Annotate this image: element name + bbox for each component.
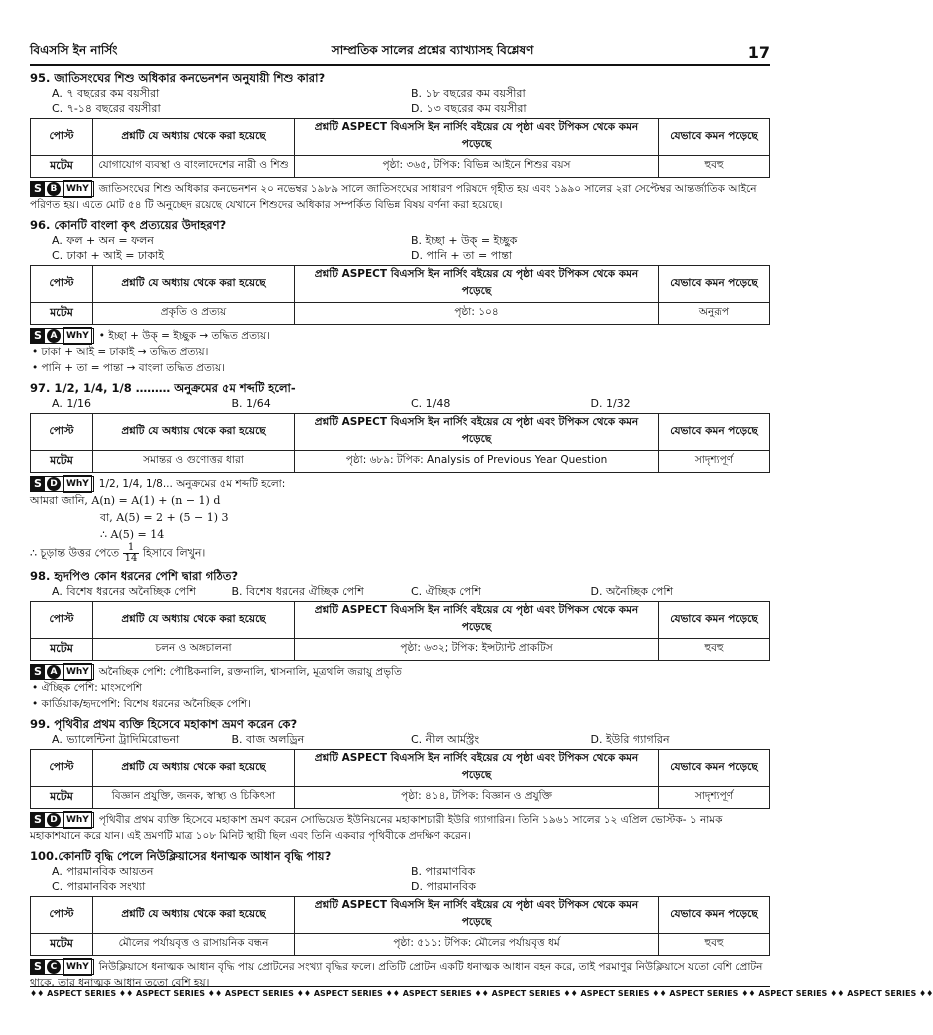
cell-how: সাদৃশ্যপূর্ণ [659, 787, 770, 809]
why-mark: WhY [63, 811, 92, 829]
option: A. 1/16 [52, 397, 92, 410]
page-number: 17 [747, 42, 770, 62]
footer-series-strip: ♦♦ ASPECT SERIES ♦♦ ASPECT SERIES ♦♦ ASPECT SERIES ♦♦ ASPECT SERIES ♦♦ ASPECT SERIES ♦♦ ASPECT SERIES ♦♦ ASPECT SERIES ♦♦ ASPECT SERIES ♦♦ ASPECT SERIES ♦♦ ASPECT SERIES ♦♦ [30, 986, 770, 1000]
col-page-topic: প্রশ্নটি ASPECT বিএসসি ইন নার্সিং বইয়ের যে পৃষ্ঠা এবং টপিকস থেকে কমন পড়েছে [295, 602, 659, 639]
cell-how: হুবহু [659, 934, 770, 956]
option: B. ইচ্ছা + উক্ = ইচ্ছুক [411, 234, 518, 247]
answer-letter: D [47, 477, 61, 491]
final-answer-line [30, 543, 770, 564]
explanation [30, 476, 770, 564]
col-chapter: প্রশ্নটি যে অধ্যায় থেকে করা হয়েছে [93, 414, 295, 451]
row-label: মটেম [31, 787, 93, 809]
question-title: 98. হৃদপিণ্ড কোন ধরনের পেশি দ্বারা গঠিত? [30, 569, 239, 583]
explanation-text: জাতিসংঘের শিশু অধিকার কনভেনশন ২০ নভেম্বর ১৯৮৯ সালে জাতিসংঘের সাধারণ পরিষদে গৃহীত হয় এবং ১৯৯০ সালের ২রা সেপ্টেম্বর আন্তর্জাতিক আইনে পরিণত হয়। এতে মোট ৫৪ টি অনুচ্ছেদ রয়েছে যেখানে শিশুদের অধিকার সম্পর্কিত বিভিন্ন বিষয় বর্ণনা করা হয়েছে। [30, 183, 757, 211]
option: D. অনৈচ্ছিক পেশি [590, 585, 674, 598]
explanation-line: • পানি + তা = পান্তা → বাংলা তদ্ধিত প্রত্যয়। [32, 362, 225, 374]
option: A. বিশেষ ধরনের অনৈচ্ছিক পেশি [52, 585, 196, 598]
row-label: মটেম [31, 303, 93, 325]
answer-badge [30, 959, 94, 975]
source-table [30, 601, 770, 661]
explanation-line: • ইচ্ছা + উক্ = ইচ্ছুক → তদ্ধিত প্রত্যয়। [98, 330, 270, 342]
option: D. 1/32 [590, 397, 631, 410]
explanation [30, 328, 770, 376]
col-how: যেভাবে কমন পড়েছে [659, 266, 770, 303]
explanation [30, 664, 770, 712]
question-block [30, 217, 770, 376]
explanation-line: অনৈচ্ছিক পেশি: পৌষ্টিকনালি, রক্তনালি, শ্বাসনালি, মূত্রথলি জরায়ু প্রভৃতি [98, 666, 402, 678]
math-line: বা, A(5) = 2 + (5 − 1) 3 [100, 511, 229, 524]
cell-how: হুবহু [659, 156, 770, 178]
explanation [30, 812, 770, 844]
options-list [30, 396, 770, 411]
answer-letter: A [47, 329, 61, 343]
col-post: পোস্ট [31, 897, 93, 934]
col-post: পোস্ট [31, 414, 93, 451]
final-pre: ∴ চূড়ান্ত উত্তর পেতে [30, 546, 120, 560]
option: A. ৭ বছরের কম বয়সীরা [52, 87, 160, 100]
option: B. ১৮ বছরের কম বয়সীরা [411, 87, 526, 100]
options-list [30, 233, 770, 263]
question-title: 95. জাতিসংঘের শিশু অধিকার কনভেনশন অনুযায়ী শিশু কারা? [30, 71, 326, 85]
option: D. পারমানবিক [411, 880, 476, 893]
question-title: 97. 1/2, 1/4, 1/8 ……… অনুক্রমের ৫ম শব্দটি হলো- [30, 381, 296, 395]
row-label: মটেম [31, 451, 93, 473]
option: A. পারমানবিক আয়তন [52, 865, 154, 878]
cell-how: সাদৃশ্যপূর্ণ [659, 451, 770, 473]
col-post: পোস্ট [31, 602, 93, 639]
option: C. নীল আর্মস্ট্রং [411, 733, 480, 746]
options-list [30, 864, 770, 894]
source-table [30, 413, 770, 473]
explanation-text: নিউক্লিয়াসে ধনাত্মক আধান বৃদ্ধি পায় প্রোটনের সংখ্যা বৃদ্ধির ফলে। প্রতিটি প্রোটন একটি ধনাত্মক আধান বহন করে, তাই পরমাণুর নিউক্লিয়াসে যতো বেশি প্রোটন থাকে, তার ধনাত্মক আধান ততো বেশি হয়। [30, 961, 763, 989]
fraction-numerator: 1 [123, 543, 140, 554]
math-line: ∴ A(5) = 14 [100, 528, 165, 541]
question-title: 99. পৃথিবীর প্রথম ব্যক্তি হিসেবে মহাকাশ ভ্রমণ করেন কে? [30, 717, 298, 731]
question-title: 100.কোনটি বৃদ্ধি পেলে নিউক্লিয়াসের ধনাত্মক আধান বৃদ্ধি পায়? [30, 849, 332, 863]
cell-chapter: প্রকৃতি ও প্রত্যয় [93, 303, 295, 325]
col-chapter: প্রশ্নটি যে অধ্যায় থেকে করা হয়েছে [93, 750, 295, 787]
cell-how: অনুরূপ [659, 303, 770, 325]
answer-badge [30, 812, 94, 828]
source-table [30, 896, 770, 956]
option: B. বিশেষ ধরনের ঐচ্ছিক পেশি [231, 585, 364, 598]
col-how: যেভাবে কমন পড়েছে [659, 414, 770, 451]
option: B. পারমাণবিক [411, 865, 476, 878]
option: C. ৭-১৪ বছরের বয়সীরা [52, 102, 161, 115]
page-header [30, 40, 770, 66]
answer-letter: B [47, 182, 61, 196]
cell-how: হুবহু [659, 639, 770, 661]
final-post: হিসাবে লিখুন। [142, 546, 206, 560]
cell-chapter: মৌলের পর্যায়বৃত্ত ও রাসায়নিক বন্ধন [93, 934, 295, 956]
question-block [30, 848, 770, 991]
option: A. ভ্যালেন্টিনা ট্রাদিমিরোভনা [52, 733, 180, 746]
options-list [30, 86, 770, 116]
s-mark: S [31, 329, 45, 343]
option: D. ১৩ বছরের কম বয়সীরা [411, 102, 527, 115]
cell-page-topic: পৃষ্ঠা: ৩৬৫, টপিক: বিভিন্ন আইনে শিশুর বয়স [295, 156, 659, 178]
cell-chapter: বিজ্ঞান প্রযুক্তি, জনক, স্বাস্থ্য ও চিকিৎসা [93, 787, 295, 809]
fraction-denominator: 14 [124, 553, 138, 564]
cell-page-topic: পৃষ্ঠা: ৫১১: টপিক: মৌলের পর্যায়বৃত্ত ধর্ম [295, 934, 659, 956]
answer-letter: C [47, 960, 61, 974]
explanation [30, 181, 770, 213]
header-book-title: বিএসসি ইন নার্সিং [30, 43, 118, 57]
question-block [30, 568, 770, 712]
option: B. বাজ অলড্রিন [231, 733, 305, 746]
col-post: পোস্ট [31, 266, 93, 303]
options-list [30, 584, 770, 599]
option: C. ঢাকা + আই = ঢাকাই [52, 249, 164, 262]
col-page-topic: প্রশ্নটি ASPECT বিএসসি ইন নার্সিং বইয়ের যে পৃষ্ঠা এবং টপিকস থেকে কমন পড়েছে [295, 266, 659, 303]
cell-page-topic: পৃষ্ঠা: ৬৩২; টপিক: ইন্সট্যান্ট প্রাকটিস [295, 639, 659, 661]
cell-chapter: যোগাযোগ ব্যবস্থা ও বাংলাদেশের নারী ও শিশু [93, 156, 295, 178]
question-block [30, 380, 770, 564]
header-section-title: সাম্প্রতিক সালের প্রশ্নের ব্যাখ্যাসহ বিশ্লেষণ [331, 43, 534, 57]
questions-list [30, 70, 770, 989]
question-title: 96. কোনটি বাংলা কৃৎ প্রত্যয়ের উদাহরণ? [30, 218, 227, 232]
col-how: যেভাবে কমন পড়েছে [659, 750, 770, 787]
option: C. ঐচ্ছিক পেশি [411, 585, 481, 598]
col-how: যেভাবে কমন পড়েছে [659, 602, 770, 639]
option: B. 1/64 [231, 397, 271, 410]
col-how: যেভাবে কমন পড়েছে [659, 119, 770, 156]
why-mark: WhY [63, 663, 92, 681]
s-mark: S [31, 477, 45, 491]
cell-page-topic: পৃষ্ঠা: ৪১৪, টপিক: বিজ্ঞান ও প্রযুক্তি [295, 787, 659, 809]
source-table [30, 265, 770, 325]
question-block [30, 70, 770, 213]
col-chapter: প্রশ্নটি যে অধ্যায় থেকে করা হয়েছে [93, 119, 295, 156]
option: D. পানি + তা = পান্তা [411, 249, 513, 262]
explanation-line: • ঐচ্ছিক পেশি: মাংসপেশি [32, 682, 142, 694]
col-how: যেভাবে কমন পড়েছে [659, 897, 770, 934]
option: C. 1/48 [411, 397, 451, 410]
s-mark: S [31, 665, 45, 679]
answer-letter: A [47, 665, 61, 679]
question-block [30, 716, 770, 844]
answer-badge [30, 181, 94, 197]
col-page-topic: প্রশ্নটি ASPECT বিএসসি ইন নার্সিং বইয়ের যে পৃষ্ঠা এবং টপিকস থেকে কমন পড়েছে [295, 897, 659, 934]
row-label: মটেম [31, 934, 93, 956]
option: D. ইউরি গ্যাগরিন [590, 733, 670, 746]
col-chapter: প্রশ্নটি যে অধ্যায় থেকে করা হয়েছে [93, 897, 295, 934]
col-page-topic: প্রশ্নটি ASPECT বিএসসি ইন নার্সিং বইয়ের যে পৃষ্ঠা এবং টপিকস থেকে কমন পড়েছে [295, 414, 659, 451]
row-label: মটেম [31, 639, 93, 661]
col-post: পোস্ট [31, 119, 93, 156]
s-mark: S [31, 813, 45, 827]
source-table [30, 118, 770, 178]
cell-chapter: চলন ও অঙ্গচালনা [93, 639, 295, 661]
col-post: পোস্ট [31, 750, 93, 787]
why-mark: WhY [63, 180, 92, 198]
why-mark: WhY [63, 958, 92, 976]
row-label: মটেম [31, 156, 93, 178]
col-chapter: প্রশ্নটি যে অধ্যায় থেকে করা হয়েছে [93, 266, 295, 303]
s-mark: S [31, 182, 45, 196]
answer-badge [30, 476, 94, 492]
option: A. ফল + অন = ফলন [52, 234, 154, 247]
cell-page-topic: পৃষ্ঠা: ৬৮৯: টপিক: Analysis of Previous Year Question [295, 451, 659, 473]
source-table [30, 749, 770, 809]
col-page-topic: প্রশ্নটি ASPECT বিএসসি ইন নার্সিং বইয়ের যে পৃষ্ঠা এবং টপিকস থেকে কমন পড়েছে [295, 750, 659, 787]
answer-letter: D [47, 813, 61, 827]
explanation-intro: 1/2, 1/4, 1/8... অনুক্রমের ৫ম শব্দটি হলো: [98, 478, 286, 490]
explanation-text: পৃথিবীর প্রথম ব্যক্তি হিসেবে মহাকাশ ভ্রমণ করেন সোভিয়েত ইউনিয়নের মহাকাশচারী ইউরি গ্যাগারিন। তিনি ১৯৬১ সালের ১২ এপ্রিল ভোস্টক- ১ নামক মহাকাশযানে করে যান। এই ভ্রমণটি মাত্র ১০৮ মিনিট স্থায়ী ছিল এবং তিনি একবার পৃথিবীকে প্রদক্ষিণ করেন। [30, 814, 723, 842]
option: C. পারমানবিক সংখ্যা [52, 880, 146, 893]
answer-badge [30, 328, 94, 344]
why-mark: WhY [63, 327, 92, 345]
explanation-line: • কার্ডিয়াক/হৃদপেশি: বিশেষ ধরনের অনৈচ্ছিক পেশি। [32, 698, 251, 710]
explanation-line: • ঢাকা + আই = ঢাকাই → তদ্ধিত প্রত্যয়। [32, 346, 209, 358]
answer-badge [30, 664, 94, 680]
why-mark: WhY [63, 475, 92, 493]
s-mark: S [31, 960, 45, 974]
math-line: আমরা জানি, A(n) = A(1) + (n − 1) d [30, 494, 221, 507]
col-page-topic: প্রশ্নটি ASPECT বিএসসি ইন নার্সিং বইয়ের যে পৃষ্ঠা এবং টপিকস থেকে কমন পড়েছে [295, 119, 659, 156]
cell-chapter: সমান্তর ও গুণোত্তর ধারা [93, 451, 295, 473]
fraction [123, 543, 140, 564]
options-list [30, 732, 770, 747]
col-chapter: প্রশ্নটি যে অধ্যায় থেকে করা হয়েছে [93, 602, 295, 639]
cell-page-topic: পৃষ্ঠা: ১০৪ [295, 303, 659, 325]
